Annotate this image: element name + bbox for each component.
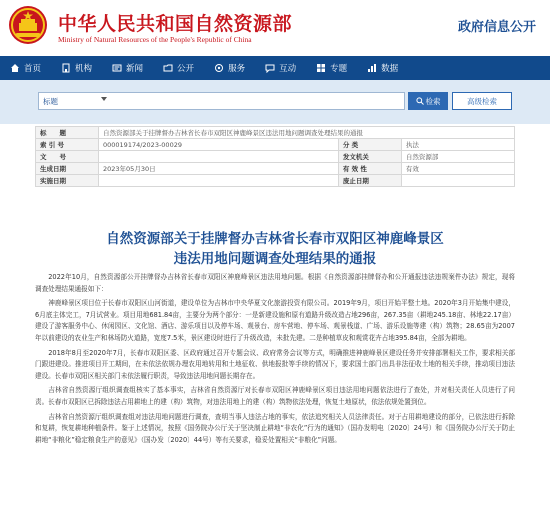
main-nav xyxy=(0,56,550,80)
nav-label: 服务 xyxy=(228,64,246,74)
article-paragraph: 2022年10月，自然资源部公开挂牌督办吉林省长春市双阳区神鹿峰景区违法用地问题。根据《自然资源部挂牌督办和公开通报违法违规案件办法》规定，现将调查处理结果通报如下： xyxy=(35,273,515,293)
search-scope-select[interactable]: 标题 xyxy=(43,97,58,106)
advanced-search-label: 高级检索 xyxy=(467,96,497,106)
search-button-label: 检索 xyxy=(425,96,441,106)
nav-label: 公开 xyxy=(177,64,195,74)
meta-label-date: 生成日期 xyxy=(36,163,99,175)
meta-label-issuer: 发文机关 xyxy=(338,151,401,163)
nav-item-open[interactable] xyxy=(153,56,204,80)
article-title xyxy=(0,229,550,269)
meta-label-index: 索 引 号 xyxy=(36,139,99,151)
nav-label: 互动 xyxy=(279,64,297,74)
open-icon xyxy=(163,63,173,73)
meta-label-abolish: 废止日期 xyxy=(338,175,401,187)
section-title: 政府信息公开 xyxy=(457,20,536,35)
meta-label-category: 分 类 xyxy=(338,139,401,151)
ministry-name-en: Ministry of Natural Resources of the People's Republic of China xyxy=(58,35,252,44)
nav-item-interact[interactable] xyxy=(255,56,306,80)
site-header xyxy=(0,0,550,54)
nav-item-service[interactable] xyxy=(204,56,255,80)
nav-label: 新闻 xyxy=(126,64,144,74)
search-button[interactable] xyxy=(408,92,448,110)
search-box xyxy=(38,92,405,110)
chat-icon xyxy=(265,63,275,73)
article-paragraph: 2018年8月至2020年7月，长春市双阳区委、区政府通过召开专题会议、政府常务会议等方式，明确推进神鹿峰景区建设任务并安排部署相关工作，要求相关部门跟进建设。推进项目开工期间，在未依法依规办理农用地转用和土地征收、供地报批等手续的情况下，要求国土部门出具非法征收土地的相关手续，推动项目违法建设。长春市双阳区相关部门未依法履行职责，导致违法用地问题长期存在。 xyxy=(35,348,515,380)
national-emblem-icon xyxy=(8,5,48,45)
meta-label-doc-no: 文 号 xyxy=(36,151,99,163)
chevron-down-icon[interactable] xyxy=(101,97,107,101)
advanced-search-button[interactable] xyxy=(452,92,512,110)
search-bar xyxy=(0,80,550,124)
document-meta-table xyxy=(35,126,515,187)
ministry-name-cn[interactable]: 中华人民共和国自然资源部 xyxy=(58,13,293,35)
nav-item-data[interactable] xyxy=(357,56,408,80)
meta-abolish xyxy=(401,175,514,187)
search-icon xyxy=(416,97,424,105)
meta-date: 2023年05月30日 xyxy=(99,163,339,175)
building-icon xyxy=(61,63,71,73)
article-title-line-2: 违法用地问题调查处理结果的通报 xyxy=(173,251,377,267)
meta-label-title: 标 题 xyxy=(36,127,99,139)
meta-doc-no xyxy=(99,151,339,163)
meta-title: 自然资源部关于挂牌督办吉林省长春市双阳区神鹿峰景区违法用地问题调查处理结果的通报 xyxy=(99,127,515,139)
nav-item-org[interactable] xyxy=(51,56,102,80)
meta-impl-date xyxy=(99,175,339,187)
article-paragraph: 吉林省自然资源厅组织调查组对违法用地问题进行调查，查明当事人违法占地的事实，依法追究相关人员法律责任。对于占用耕地建设的部分，已依法进行拆除和复耕，恢复耕地种植条件。鉴于上述情况，按照《国务院办公厅关于坚决制止耕地“非农化”行为的通知》（国办发明电〔2020〕24号）和《国务院办公厅关于防止耕地“非粮化”稳定粮食生产的意见》（国办发〔2020〕44号）等有关要求，稳妥处置相关“非粮化”问题。 xyxy=(35,412,515,444)
article-paragraph: 神鹿峰景区项目位于长春市双阳区山河街道，建设单位为吉林市中央华夏文化旅游投资有限公司。2019年9月，项目开始平整土地。2020年3月开始集中建设，6月底主体完工，7月试营业。项目用地681.84亩，主要分为两个部分：一是新建设施和原有道路升级改造占地296亩，267.35亩（耕地245.18亩、林地22.17亩）建设了游客服务中心、休闲园区、文化馆、酒店、游乐项目以及停车场、观景台、房车营地、停车场、观景栈道、广场、游乐设施等建（构）筑物；28.65亩为2007年以前建设的农业生产和林场防火道路，宽度7.5米，景区建设时进行了升级改造，未批先建。二是种植草皮和观赏花卉占地395.84亩，全部为耕地。 xyxy=(35,299,515,342)
topic-icon xyxy=(316,63,326,73)
meta-index: 000019174/2023-00029 xyxy=(99,139,339,151)
meta-issuer: 自然资源部 xyxy=(401,151,514,163)
article-body xyxy=(35,272,515,449)
meta-category: 执法 xyxy=(401,139,514,151)
meta-valid: 有效 xyxy=(401,163,514,175)
nav-label: 首页 xyxy=(24,64,42,74)
home-icon xyxy=(10,63,20,73)
article-paragraph: 吉林省自然资源厅组织调查组核实了基本事实，吉林省自然资源厅对长春市双阳区神鹿峰景区项目违法用地问题依法进行了查处，并对相关责任人员进行了问责。长春市双阳区已拆除违法占用耕地上的建（构）筑物，对违法用地上的建（构）筑物依法处理，恢复土地原状，依法依规处置到位。 xyxy=(35,386,515,406)
data-icon xyxy=(367,63,377,73)
nav-label: 数据 xyxy=(381,64,399,74)
nav-label: 机构 xyxy=(75,64,93,74)
nav-item-home[interactable] xyxy=(0,56,51,80)
service-icon xyxy=(214,63,224,73)
nav-item-topic[interactable] xyxy=(306,56,357,80)
news-icon xyxy=(112,63,122,73)
nav-label: 专题 xyxy=(330,64,348,74)
meta-label-status: 实施日期 xyxy=(36,175,99,187)
article-title-line-1: 自然资源部关于挂牌督办吉林省长春市双阳区神鹿峰景区 xyxy=(106,231,444,247)
nav-item-news[interactable] xyxy=(102,56,153,80)
meta-label-valid: 有 效 性 xyxy=(338,163,401,175)
search-input[interactable] xyxy=(113,94,407,110)
